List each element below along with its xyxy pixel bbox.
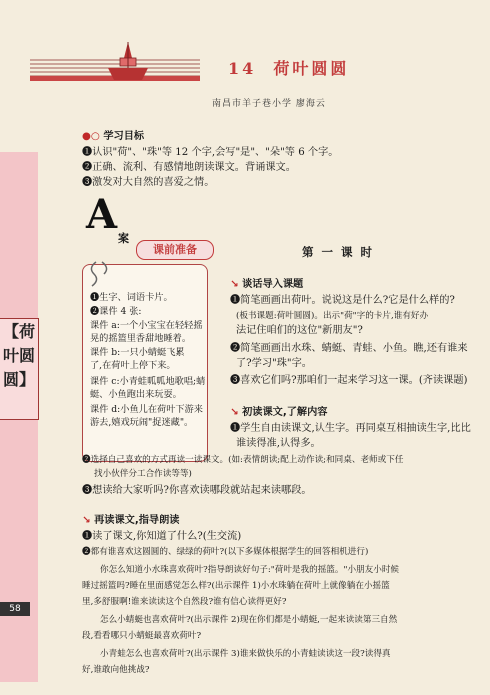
prep-line: 课件 d:小鱼儿在荷叶下游来 [90, 404, 203, 415]
body-line: 好,谁敢向他挑战? [82, 665, 150, 675]
body-line: ❸想读给大家听吗?你喜欢读哪段就站起来读哪段。 [82, 485, 312, 496]
section-line: ❶简笔画画出荷叶。说说这是什么?它是什么样的? [230, 295, 455, 306]
body-line: 睡过摇篮吗?睡在里面感觉怎么样?(出示课件 1)小水珠躺在荷叶上就像躺在小摇篮 [82, 581, 390, 591]
period-title: 第 一 课 时 [302, 245, 375, 259]
prep-line: 了,在荷叶上停下来。 [90, 360, 176, 371]
prep-badge: 课前准备 [136, 240, 214, 260]
arrow-icon: ↘ [230, 279, 239, 290]
body-line: 你怎么知道小水珠喜欢荷叶?指导朗读好句子:"荷叶是我的摇篮。"小朋友小时候 [100, 565, 400, 575]
body-line: ❷选择自己喜欢的方式再读一读课文。(如:表情朗读;配上动作读;和同桌、老师或下任 [82, 455, 404, 465]
plan-suffix: 案 [118, 232, 129, 245]
section-line: 法记住咱们的这位"新朋友"? [236, 325, 363, 336]
prep-line: 课件 c:小青蛙呱呱地歌唱;蜻 [90, 376, 206, 387]
ship-logo-icon [98, 40, 158, 84]
prep-line: 课件 a:一个小宝宝在轻轻摇 [90, 320, 203, 331]
body-line: ❶读了课文,你知道了什么?(生交流) [82, 531, 242, 542]
section-heading: ↘ 再读课文,指导朗读 [82, 515, 180, 526]
goal-item: ❸激发对大自然的喜爱之情。 [82, 177, 215, 188]
section-line: ❷简笔画画出水珠、蜻蜓、青蛙、小鱼。瞧,还有谁来 [230, 343, 468, 354]
page-number: 58 [0, 602, 30, 616]
plan-letter: A [86, 191, 118, 238]
body-line: 怎么小蜻蜓也喜欢荷叶?(出示课件 2)现在你们都是小蜻蜓,一起来读读第三自然 [100, 615, 398, 625]
arrow-icon: ↘ [82, 515, 91, 526]
prep-line: ❷课件 4 张: [90, 306, 142, 317]
section-line: ❶学生自由读课文,认生字。再同桌互相抽读生字,比比 [230, 423, 471, 434]
section-line: 了?学习"珠"字。 [236, 358, 312, 369]
body-line: 段,看看哪只小蜻蜓最喜欢荷叶? [82, 631, 202, 641]
author: 南昌市羊子巷小学 廖海云 [212, 99, 326, 109]
lesson-title: 14 荷叶圆圆 [228, 59, 350, 78]
prep-line: 蜓、小鱼跑出来玩耍。 [90, 389, 182, 400]
section-heading: ↘ 谈话导入课题 [230, 279, 304, 290]
goal-item: ❷正确、流利、有感情地朗读课文。背诵课文。 [82, 162, 296, 173]
goals-heading: ●○ 学习目标 [82, 131, 145, 142]
prep-line: 课件 b:一只小蜻蜓飞累 [90, 347, 185, 358]
bullet-icon: ●○ [82, 131, 100, 142]
body-line: 找小伙伴分工合作读等等) [94, 469, 192, 479]
section-line: (板书课题:荷叶圆圆)。出示"荷"字的卡片,谁有好办 [236, 311, 429, 321]
prep-line: ❶生字、词语卡片。 [90, 292, 173, 303]
body-line: 小青蛙怎么也喜欢荷叶?(出示课件 3)谁来做快乐的小青蛙读读这一段?读得真 [100, 649, 391, 659]
body-line: ❷都有谁喜欢这圆圆的、绿绿的荷叶?(以下多媒体根据学生的回答相机进行) [82, 547, 369, 557]
arrow-icon: ↘ [230, 407, 239, 418]
body-line: 里,多舒服啊!谁来读读这个自然段?谁有信心读得更好? [82, 597, 287, 607]
section-heading: ↘ 初读课文,了解内容 [230, 407, 328, 418]
prep-line: 游去,嬉戏玩闹"捉迷藏"。 [90, 417, 194, 428]
section-line: 谁读得准,认得多。 [236, 438, 321, 449]
prep-line: 晃的摇篮里香甜地睡着。 [90, 333, 192, 344]
side-title: 【荷叶圆圆】 [3, 322, 36, 389]
section-line: ❸喜欢它们吗?那咱们一起来学习这一课。(齐读课题) [230, 375, 468, 386]
goal-item: ❶认识"荷"、"珠"等 12 个字,会写"是"、"朵"等 6 个字。 [82, 147, 339, 158]
